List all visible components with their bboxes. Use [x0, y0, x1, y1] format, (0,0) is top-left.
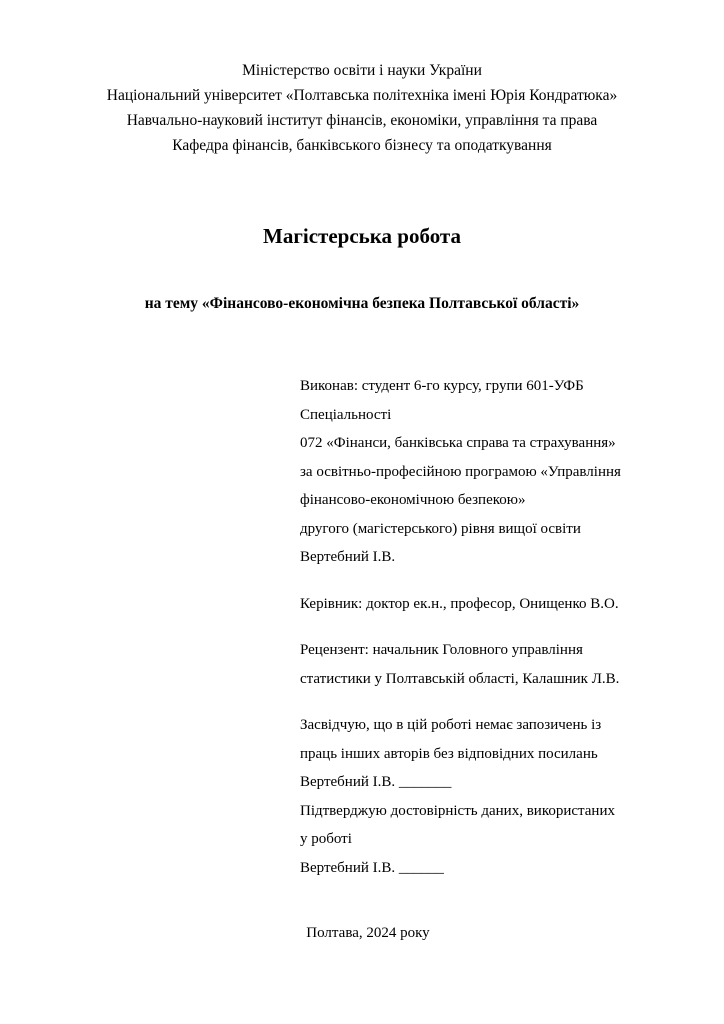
- declaration-line-1: Засвідчую, що в цій роботі немає запозичень із: [300, 717, 602, 733]
- performer-group: [300, 372, 700, 572]
- performer-line-1: Виконав: студент 6-го курсу, групи 601-УФБ: [300, 378, 584, 394]
- institution-line-institute: Навчально-науковий інститут фінансів, економіки, управління та права: [126, 112, 598, 129]
- performer-line-4: за освітньо-професійною програмою «Управління: [300, 463, 621, 480]
- declaration-signature: Вертебний І.В. _______: [300, 774, 452, 790]
- supervisor-line-1: Керівник: доктор ек.н., професор, Онищенко В.О.: [300, 595, 619, 612]
- institution-line-ministry: Міністерство освіти і науки України: [242, 62, 482, 79]
- institution-header: [56, 58, 668, 158]
- confirmation-line-1: Підтверджую достовірність даних, використаних: [300, 802, 615, 819]
- title-block: [56, 222, 668, 316]
- place-and-year: Полтава, 2024 року: [306, 925, 430, 941]
- confirmation-signature: Вертебний І.В. ______: [300, 859, 444, 876]
- document-subtitle: на тему «Фінансово-економічна безпека Полтавської області»: [144, 295, 580, 312]
- reviewer-line-1: Рецензент: начальник Головного управління: [300, 642, 583, 658]
- institution-line-department: Кафедра фінансів, банківського бізнесу та оподаткування: [172, 137, 552, 154]
- reviewer-group: [300, 636, 700, 693]
- author-block: [300, 372, 700, 882]
- document-footer: [0, 925, 724, 942]
- confirmation-line-2: у роботі: [300, 831, 352, 847]
- performer-line-7: Вертебний І.В.: [300, 549, 396, 565]
- institution-line-university: Національний університет «Полтавська політехніка імені Юрія Кондратюка»: [106, 87, 618, 104]
- declaration-line-2: праць інших авторів без відповідних посилань: [300, 745, 598, 762]
- declaration-group: [300, 711, 700, 797]
- performer-line-5: фінансово-економічною безпекою»: [300, 492, 526, 508]
- supervisor-group: [300, 590, 700, 619]
- performer-line-6: другого (магістерського) рівня вищої освіти: [300, 520, 581, 537]
- confirmation-group: [300, 797, 700, 883]
- document-title: Магістерська робота: [263, 224, 461, 248]
- performer-line-2: Спеціальності: [300, 406, 392, 423]
- reviewer-line-2: статистики у Полтавській області, Калашник Л.В.: [300, 670, 620, 687]
- performer-line-3: 072 «Фінанси, банківська справа та страхування»: [300, 435, 616, 451]
